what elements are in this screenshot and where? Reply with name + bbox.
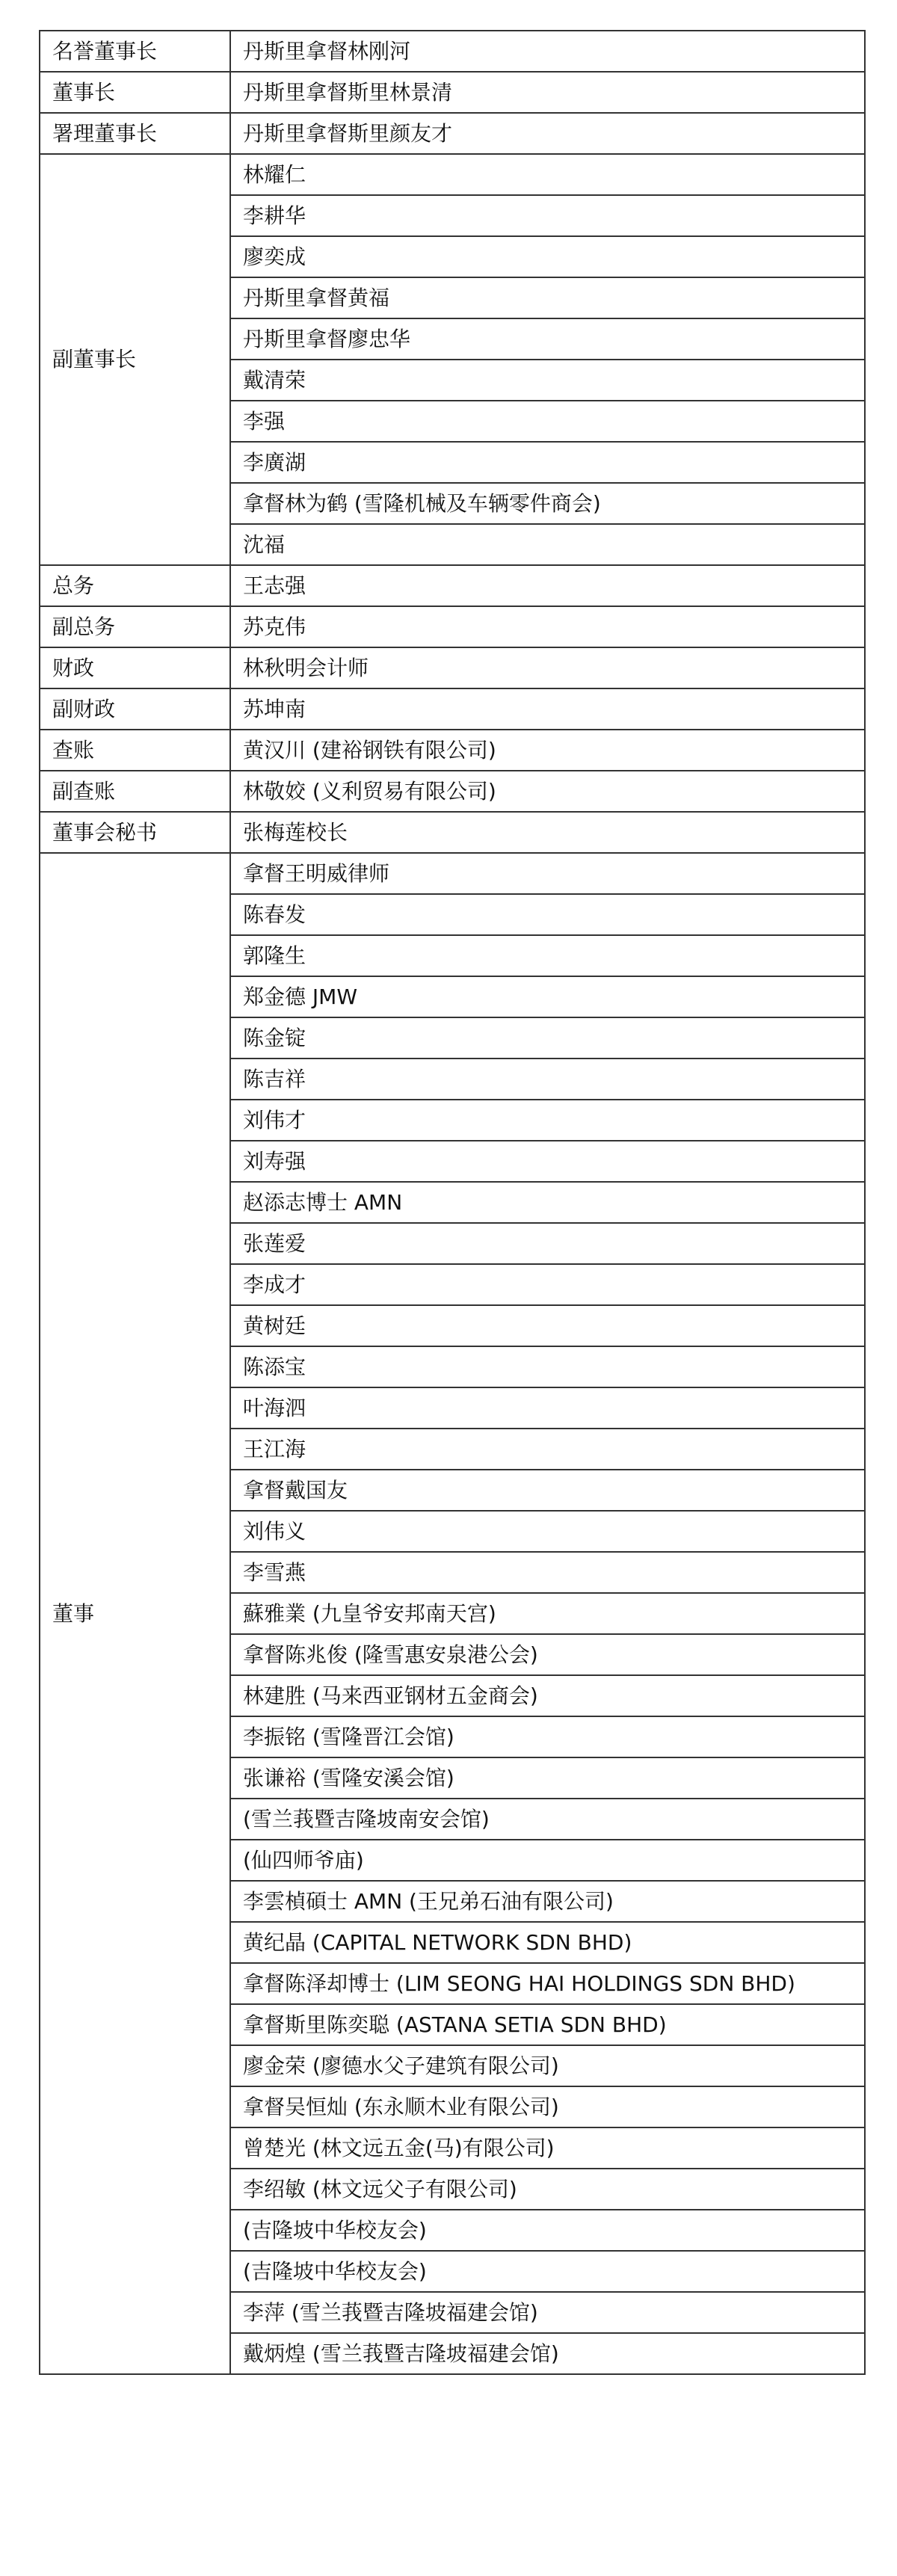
member-name-cell: 陈添宝 xyxy=(230,1346,865,1387)
position-title-cell: 董事长 xyxy=(40,72,230,113)
table-row xyxy=(40,771,865,812)
position-title-cell: 总务 xyxy=(40,565,230,606)
member-name-cell: 郭隆生 xyxy=(230,935,865,976)
member-name-cell: 刘伟义 xyxy=(230,1511,865,1552)
table-row xyxy=(40,688,865,730)
member-name-cell: 张谦裕 (雪隆安溪会馆) xyxy=(230,1757,865,1799)
member-name-cell: 沈福 xyxy=(230,524,865,565)
member-name-cell: 拿督王明威律师 xyxy=(230,853,865,894)
member-name-cell: 曾楚光 (林文远五金(马)有限公司) xyxy=(230,2127,865,2169)
member-name-cell: 戴清荣 xyxy=(230,360,865,401)
table-row xyxy=(40,853,865,894)
member-name-cell: 李廣湖 xyxy=(230,442,865,483)
table-row xyxy=(40,31,865,72)
board-roster-table xyxy=(39,30,866,2375)
member-name-cell: 李雪燕 xyxy=(230,1552,865,1593)
member-name-cell: 赵添志博士 AMN xyxy=(230,1182,865,1223)
member-name-cell: 苏坤南 xyxy=(230,688,865,730)
member-name-cell: 陈春发 xyxy=(230,894,865,935)
member-name-cell: 李振铭 (雪隆晋江会馆) xyxy=(230,1716,865,1757)
table-row xyxy=(40,72,865,113)
member-name-cell: 戴炳煌 (雪兰莪暨吉隆坡福建会馆) xyxy=(230,2333,865,2374)
member-name-cell: (仙四师爷庙) xyxy=(230,1840,865,1881)
member-name-cell: 拿督吴恒灿 (东永顺木业有限公司) xyxy=(230,2086,865,2127)
member-name-cell: 王江海 xyxy=(230,1429,865,1470)
member-name-cell: 刘寿强 xyxy=(230,1141,865,1182)
member-name-cell: 郑金德 JMW xyxy=(230,976,865,1017)
member-name-cell: 林秋明会计师 xyxy=(230,647,865,688)
member-name-cell: 李强 xyxy=(230,401,865,442)
position-title-cell: 署理董事长 xyxy=(40,113,230,154)
position-title-cell: 董事 xyxy=(40,853,230,2374)
position-title-cell: 董事会秘书 xyxy=(40,812,230,853)
member-name-cell: 拿督陈泽却博士 (LIM SEONG HAI HOLDINGS SDN BHD) xyxy=(230,1963,865,2004)
member-name-cell: 蘇雅業 (九皇爷安邦南天宫) xyxy=(230,1593,865,1634)
member-name-cell: 张梅莲校长 xyxy=(230,812,865,853)
member-name-cell: 刘伟才 xyxy=(230,1100,865,1141)
member-name-cell: 丹斯里拿督廖忠华 xyxy=(230,318,865,360)
member-name-cell: 廖奕成 xyxy=(230,236,865,277)
position-title-cell: 副总务 xyxy=(40,606,230,647)
member-name-cell: 丹斯里拿督斯里颜友才 xyxy=(230,113,865,154)
table-row xyxy=(40,606,865,647)
table-row xyxy=(40,113,865,154)
position-title-cell: 财政 xyxy=(40,647,230,688)
table-row xyxy=(40,812,865,853)
member-name-cell: 拿督陈兆俊 (隆雪惠安泉港公会) xyxy=(230,1634,865,1675)
member-name-cell: 林敬姣 (义利贸易有限公司) xyxy=(230,771,865,812)
member-name-cell: 苏克伟 xyxy=(230,606,865,647)
member-name-cell: 李雲楨碩士 AMN (王兄弟石油有限公司) xyxy=(230,1881,865,1922)
member-name-cell: 叶海泗 xyxy=(230,1387,865,1429)
member-name-cell: 李成才 xyxy=(230,1264,865,1305)
member-name-cell: 张莲爱 xyxy=(230,1223,865,1264)
member-name-cell: (吉隆坡中华校友会) xyxy=(230,2210,865,2251)
table-row xyxy=(40,647,865,688)
member-name-cell: 黄纪晶 (CAPITAL NETWORK SDN BHD) xyxy=(230,1922,865,1963)
member-name-cell: 丹斯里拿督林刚河 xyxy=(230,31,865,72)
position-title-cell: 副财政 xyxy=(40,688,230,730)
member-name-cell: 林耀仁 xyxy=(230,154,865,195)
member-name-cell: 陈金锭 xyxy=(230,1017,865,1059)
member-name-cell: 李萍 (雪兰莪暨吉隆坡福建会馆) xyxy=(230,2292,865,2333)
member-name-cell: 拿督斯里陈奕聪 (ASTANA SETIA SDN BHD) xyxy=(230,2004,865,2045)
member-name-cell: 黄树廷 xyxy=(230,1305,865,1346)
roster-body xyxy=(40,31,865,2374)
member-name-cell: 拿督戴国友 xyxy=(230,1470,865,1511)
member-name-cell: 丹斯里拿督斯里林景清 xyxy=(230,72,865,113)
member-name-cell: 陈吉祥 xyxy=(230,1059,865,1100)
member-name-cell: 王志强 xyxy=(230,565,865,606)
member-name-cell: 李耕华 xyxy=(230,195,865,236)
table-row xyxy=(40,730,865,771)
table-row xyxy=(40,154,865,195)
member-name-cell: 林建胜 (马来西亚钢材五金商会) xyxy=(230,1675,865,1716)
member-name-cell: (吉隆坡中华校友会) xyxy=(230,2251,865,2292)
member-name-cell: 拿督林为鹤 (雪隆机械及车辆零件商会) xyxy=(230,483,865,524)
position-title-cell: 查账 xyxy=(40,730,230,771)
position-title-cell: 名誉董事长 xyxy=(40,31,230,72)
member-name-cell: 丹斯里拿督黄福 xyxy=(230,277,865,318)
table-row xyxy=(40,565,865,606)
member-name-cell: 黄汉川 (建裕钢铁有限公司) xyxy=(230,730,865,771)
position-title-cell: 副董事长 xyxy=(40,154,230,565)
member-name-cell: 李绍敏 (林文远父子有限公司) xyxy=(230,2169,865,2210)
position-title-cell: 副查账 xyxy=(40,771,230,812)
member-name-cell: (雪兰莪暨吉隆坡南安会馆) xyxy=(230,1799,865,1840)
member-name-cell: 廖金荣 (廖德水父子建筑有限公司) xyxy=(230,2045,865,2086)
